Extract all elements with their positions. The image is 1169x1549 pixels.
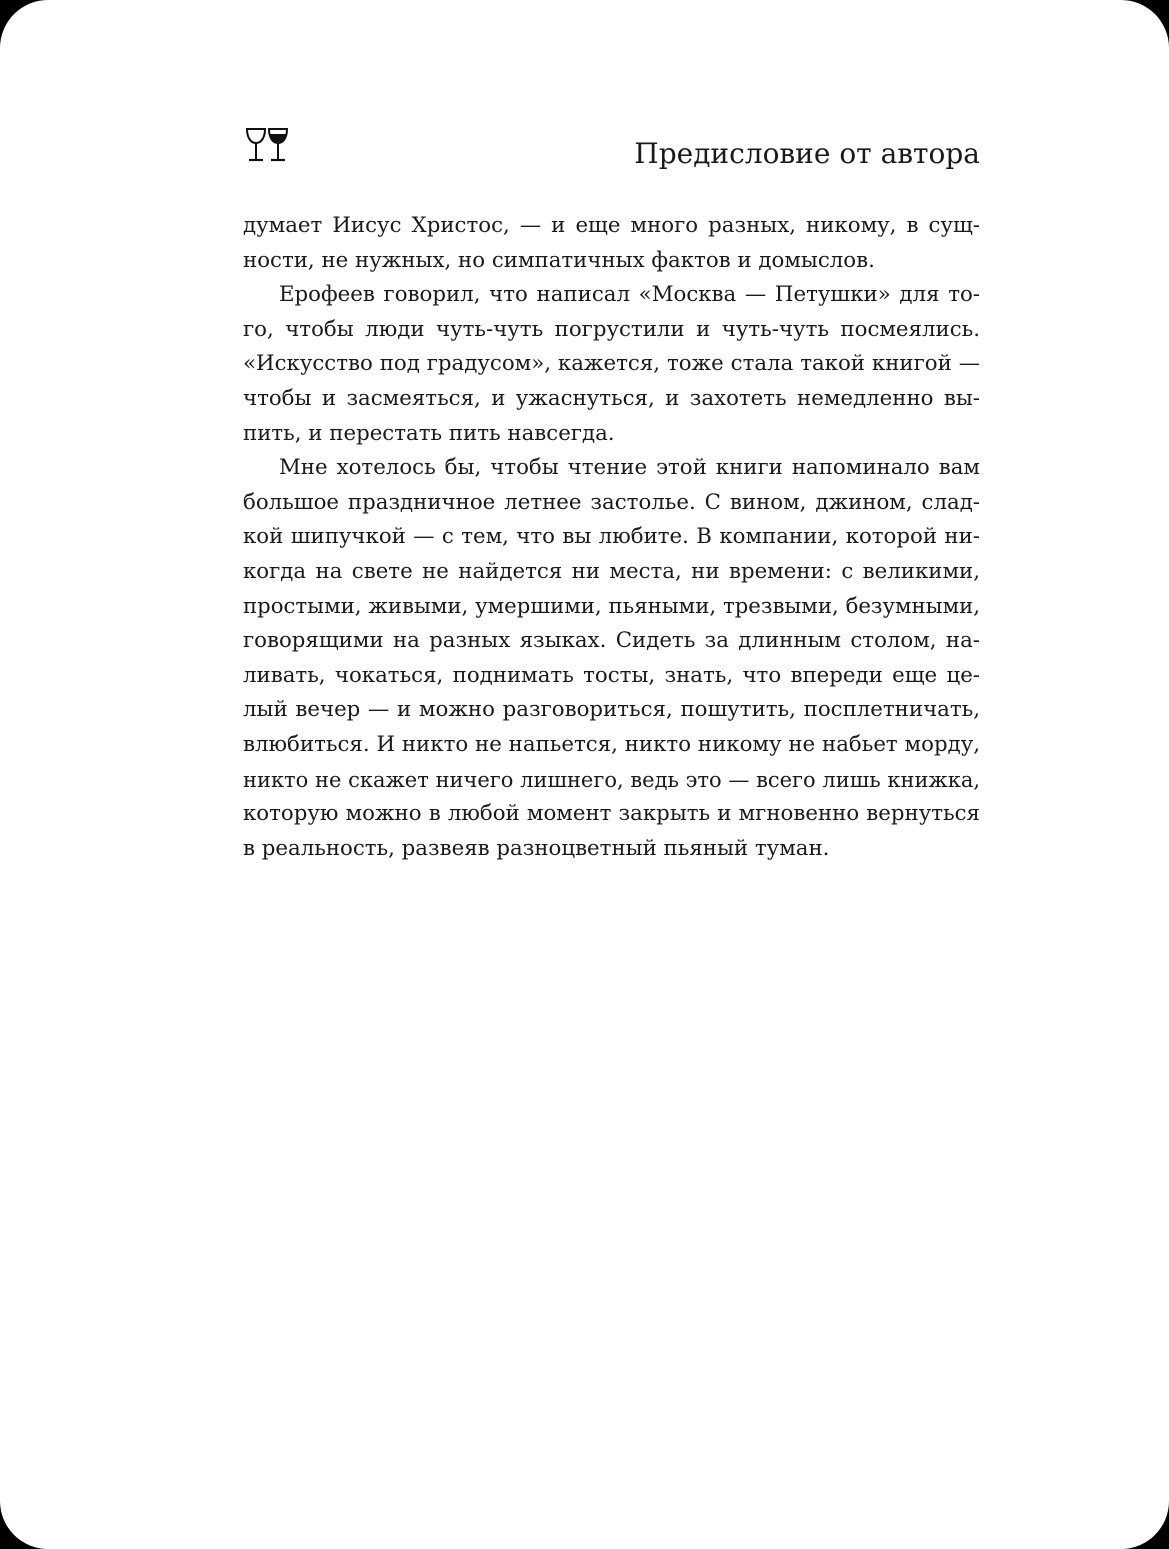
body-text: [243, 209, 980, 866]
paragraph-1: [243, 209, 980, 278]
text-line: влюбиться. И никто не напьется, никто никому не набьет морду,: [243, 731, 980, 757]
running-head: Предисловие от автора: [634, 137, 980, 170]
text-line: Ерофеев говорил, что написал «Москва — Петушки» для то-: [279, 282, 980, 308]
text-line: простыми, живыми, умершими, пьяными, трезвыми, безумными,: [243, 593, 980, 619]
text-line: большое праздничное летнее застолье. С вином, джином, слад-: [243, 489, 980, 515]
text-line: кой шипучкой — с тем, что вы любите. В компании, которой ни-: [243, 524, 980, 550]
text-line: пить, и перестать пить навсегда.: [243, 420, 615, 446]
text-line: думает Иисус Христос, — и еще много разных, никому, в сущ-: [243, 213, 980, 238]
paragraph-3: [243, 451, 980, 866]
text-line: ливать, чокаться, поднимать тосты, знать, что впереди еще це-: [243, 662, 980, 688]
text-line: Мне хотелось бы, чтобы чтение этой книги напоминало вам: [279, 455, 980, 481]
text-line: чтобы и засмеяться, и ужаснуться, и захотеть немедленно вы-: [243, 385, 980, 411]
text-line: которую можно в любой момент закрыть и мгновенно вернуться: [243, 801, 980, 827]
text-line: ности, не нужных, но симпатичных фактов и домыслов.: [243, 247, 875, 273]
paragraph-2: [243, 278, 980, 451]
text-line: в реальность, развеяв разноцветный пьяный туман.: [243, 835, 830, 861]
text-line: никто не скажет ничего лишнего, ведь это — всего лишь книжка,: [243, 767, 980, 792]
text-line: «Искусство под градусом», кажется, тоже стала такой книгой —: [243, 351, 980, 377]
text-line: лый вечер — и можно разговориться, пошутить, посплетничать,: [243, 697, 980, 723]
text-line: го, чтобы люди чуть-чуть погрустили и чуть-чуть посмеялись.: [243, 316, 980, 342]
text-line: когда на свете не найдется ни места, ни времени: с великими,: [243, 558, 980, 584]
text-line: говорящими на разных языках. Сидеть за длинным столом, на-: [243, 628, 980, 654]
wine-glasses-icon: [244, 126, 290, 164]
